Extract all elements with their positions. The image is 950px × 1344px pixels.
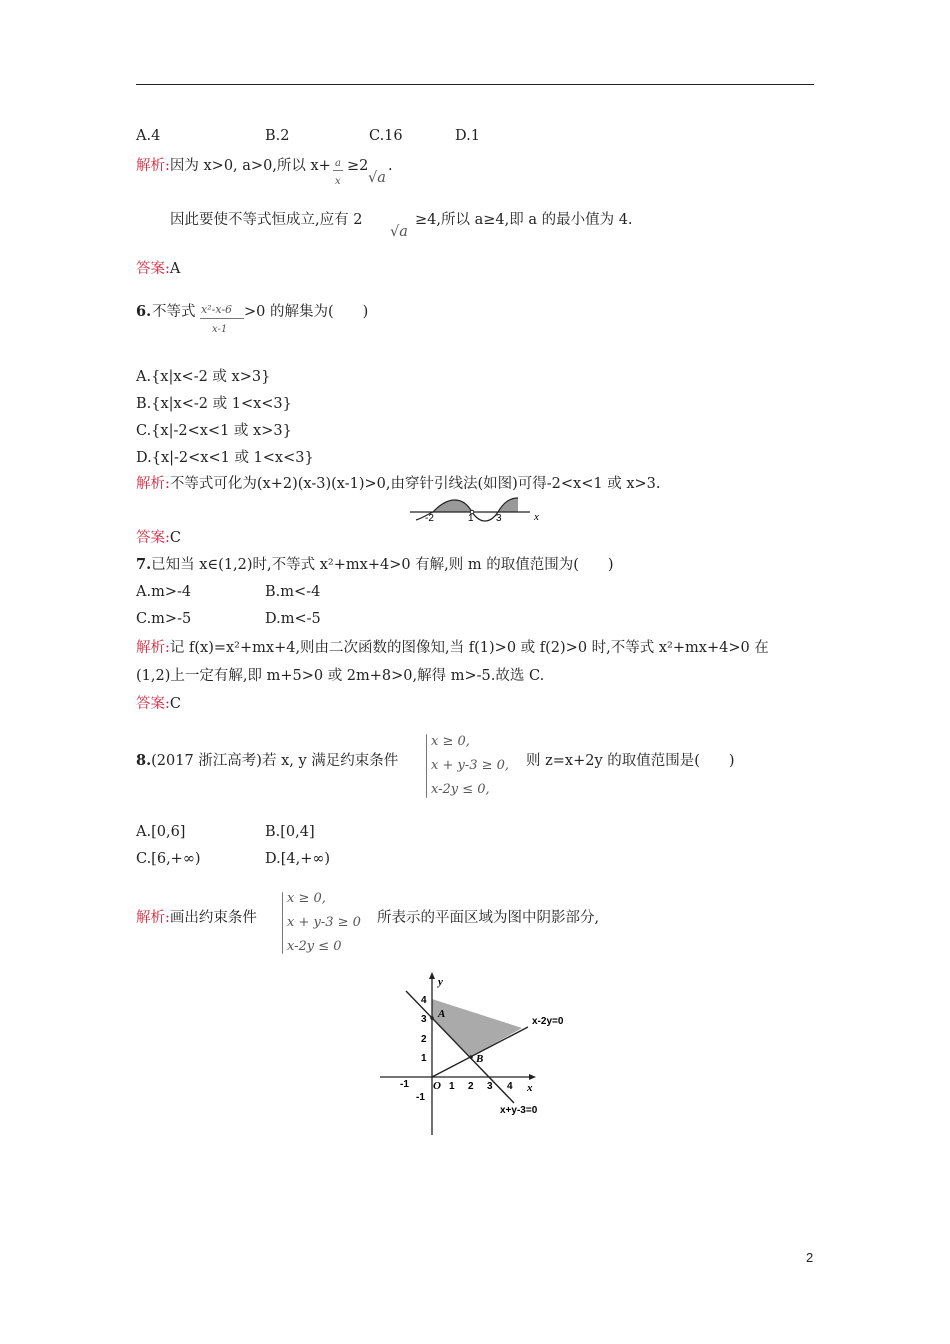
header-rule xyxy=(136,84,814,85)
q7-option-b: B.m<-4 xyxy=(265,584,321,600)
q6-option-a: A.{x|x<-2 或 x>3} xyxy=(136,369,271,385)
y-axis-label: y xyxy=(438,976,443,988)
answer-value: C xyxy=(169,696,181,712)
x-tick-3: 3 xyxy=(487,1081,493,1092)
q6-analysis xyxy=(136,474,660,494)
y-tick-1: 1 xyxy=(421,1053,427,1064)
q6-frac-bar xyxy=(200,318,244,319)
tick-1: 1 xyxy=(468,513,474,524)
q6-number: 6. xyxy=(136,303,152,320)
q6-stem-b: >0 的解集为( ) xyxy=(244,304,369,320)
q5-period: . xyxy=(388,158,393,174)
q8-stem-text: (2017 浙江高考)若 x, y 满足约束条件 xyxy=(151,753,399,769)
q5-answer xyxy=(136,259,180,279)
q7-analysis-line1 xyxy=(136,638,769,658)
tick-neg2: -2 xyxy=(425,513,434,524)
constraint-2: x + y-3 ≥ 0, xyxy=(431,758,510,773)
line-x-plus-y-minus-3 xyxy=(406,991,514,1103)
y-tick-2: 2 xyxy=(421,1034,427,1045)
answer-value: C xyxy=(169,530,181,546)
q6-frac-numerator: x²-x-6 xyxy=(201,303,233,316)
q5-option-c: C.16 xyxy=(369,128,403,144)
q5-frac-bar xyxy=(333,170,343,171)
constraint-3: x-2y ≤ 0 xyxy=(287,939,342,954)
q7-option-c: C.m>-5 xyxy=(136,611,192,627)
q6-option-c: C.{x|-2<x<1 或 x>3} xyxy=(136,423,292,439)
analysis-text: 画出约束条件 xyxy=(169,910,257,926)
q8-option-a: A.[0,6] xyxy=(136,824,186,840)
line1-label: x-2y=0 xyxy=(532,1016,564,1027)
q8-analysis-b: 所表示的平面区域为图中阴影部分, xyxy=(377,910,600,926)
page-number: 2 xyxy=(806,1250,814,1265)
q5-frac-denominator: x xyxy=(335,176,341,187)
q5-analysis-line2b: ≥4,所以 a≥4,即 a 的最小值为 4. xyxy=(415,212,633,228)
q5-option-d: D.1 xyxy=(455,128,480,144)
analysis-label: 解析: xyxy=(136,910,170,926)
q6-option-d: D.{x|-2<x<1 或 1<x<3} xyxy=(136,450,314,466)
q5-sqrt-a: √a xyxy=(368,170,386,186)
q5-sqrt-a-2: √a xyxy=(390,224,408,240)
q8-constraints-2 xyxy=(287,887,361,959)
q6-option-b: B.{x|x<-2 或 1<x<3} xyxy=(136,396,292,412)
q6-frac-denominator: x-1 xyxy=(212,324,228,335)
sign-region-2 xyxy=(498,498,518,512)
x-axis-label: x xyxy=(527,1082,533,1094)
q8-constraints xyxy=(431,730,509,802)
q7-option-d: D.m<-5 xyxy=(265,611,321,627)
q5-option-b: B.2 xyxy=(265,128,290,144)
point-a xyxy=(430,1016,434,1020)
x-tick-2: 2 xyxy=(468,1081,474,1092)
q8-number: 8. xyxy=(136,752,152,769)
answer-label: 答案: xyxy=(136,261,170,277)
y-tick-3: 3 xyxy=(421,1014,427,1025)
q5-analysis-line1 xyxy=(136,156,331,176)
q8-stem-a xyxy=(136,751,398,771)
constraint-1: x ≥ 0, xyxy=(287,891,326,906)
q6-answer xyxy=(136,528,181,548)
q5-frac-numerator: a xyxy=(335,158,341,169)
q7-number: 7. xyxy=(136,556,152,573)
answer-label: 答案: xyxy=(136,530,170,546)
answer-label: 答案: xyxy=(136,696,170,712)
analysis-label: 解析: xyxy=(136,158,170,174)
q8-stem-b: 则 z=x+2y 的取值范围是( ) xyxy=(526,753,735,769)
analysis-text: 记 f(x)=x²+mx+4,则由二次函数的图像知,当 f(1)>0 或 f(2)>0 时,不等式 x²+mx+4>0 在 xyxy=(169,640,769,656)
x-axis-arrow xyxy=(529,1074,536,1080)
q8-option-d: D.[4,+∞) xyxy=(265,851,331,867)
x-tick-1: 1 xyxy=(449,1081,455,1092)
axis-x-label: x xyxy=(534,511,539,523)
origin-label: O xyxy=(433,1080,441,1092)
q8-option-c: C.[6,+∞) xyxy=(136,851,201,867)
q7-stem xyxy=(136,555,614,575)
q7-stem-text: 已知当 x∈(1,2)时,不等式 x²+mx+4>0 有解,则 m 的取值范围为( ) xyxy=(151,557,614,573)
point-b xyxy=(469,1055,473,1059)
q8-option-b: B.[0,4] xyxy=(265,824,315,840)
y-tick-neg1: -1 xyxy=(416,1092,425,1103)
q8-analysis-a xyxy=(136,908,257,928)
shaded-region xyxy=(432,999,522,1057)
q7-answer xyxy=(136,694,181,714)
y-tick-4: 4 xyxy=(421,995,427,1006)
q6-stem-a: 不等式 xyxy=(152,304,196,320)
answer-value: A xyxy=(169,261,181,277)
analysis-text: 不等式可化为(x+2)(x-3)(x-1)>0,由穿针引线法(如图)可得-2<x<1 或 x>3. xyxy=(169,476,661,492)
analysis-text: 因为 x>0, a>0,所以 x+ xyxy=(169,158,331,174)
analysis-label: 解析: xyxy=(136,640,170,656)
q8-brace-2 xyxy=(282,892,283,954)
line2-label: x+y-3=0 xyxy=(500,1105,538,1116)
q8-brace xyxy=(426,734,427,798)
constraint-3: x-2y ≤ 0, xyxy=(431,782,490,797)
q7-option-a: A.m>-4 xyxy=(136,584,192,600)
point-b-label: B xyxy=(476,1053,484,1065)
constraint-2: x + y-3 ≥ 0 xyxy=(287,915,361,930)
tick-3: 3 xyxy=(496,513,502,524)
feasible-region-figure xyxy=(372,965,592,1145)
analysis-label: 解析: xyxy=(136,476,170,492)
constraint-1: x ≥ 0, xyxy=(431,734,470,749)
point-a-label: A xyxy=(438,1008,446,1020)
x-tick-4: 4 xyxy=(507,1081,513,1092)
q5-option-a: A.4 xyxy=(136,128,161,144)
q5-analysis-line2a: 因此要使不等式恒成立,应有 2 xyxy=(170,212,363,228)
q5-analysis-ge2: ≥2 xyxy=(347,158,369,174)
y-axis-arrow xyxy=(429,972,435,979)
q6-sign-chart xyxy=(408,494,548,524)
q7-analysis-line2: (1,2)上一定有解,即 m+5>0 或 2m+8>0,解得 m>-5.故选 C. xyxy=(136,668,545,684)
x-tick-neg1: -1 xyxy=(400,1079,409,1090)
